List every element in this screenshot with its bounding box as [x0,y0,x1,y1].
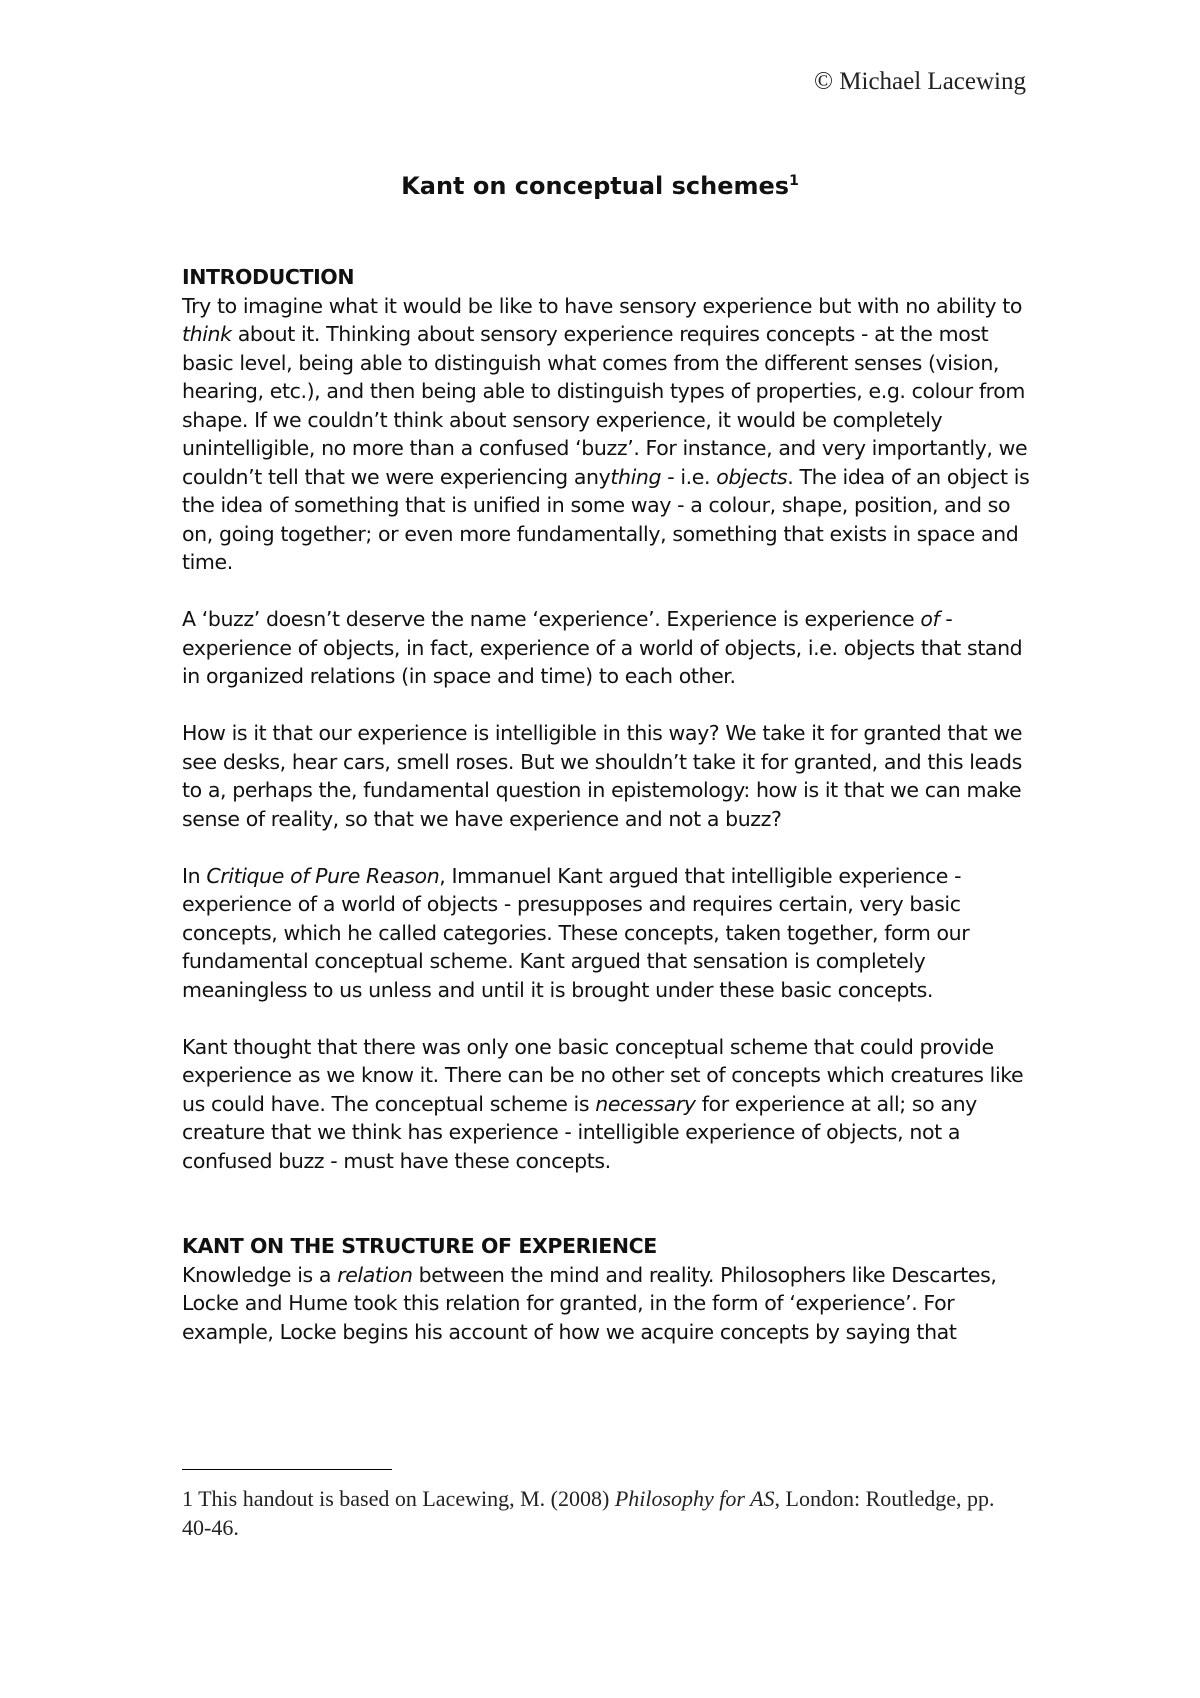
section-heading-introduction: INTRODUCTION [182,265,355,289]
italic-text: Philosophy for AS [614,1486,775,1511]
document-body [182,263,1042,1375]
italic-text: Critique of Pure Reason [206,863,440,888]
text-run: In [182,863,207,888]
spacer [182,1204,1042,1233]
footnote [182,1484,1012,1542]
text-run: Kant thought that there was only one basic conceptual scheme that could provide experience as we know it. There can be no other set of concepts which creatures like us could have. The conceptual scheme is [182,1034,1024,1116]
footnote-ref[interactable]: 1 [789,173,799,189]
italic-text: relation [337,1262,413,1287]
paragraph [182,862,1042,1005]
italic-text: objects [716,464,788,489]
paragraph [182,292,1042,577]
text-run: . The idea of an object is the idea of something that is unified in some way - a colour, shape, position, and so on, going together; or even more fundamentally, something that exists in space and time. [182,464,1030,574]
text-run: , London: Routledge, pp. 40-46. [182,1486,995,1540]
italic-text: of [920,607,940,631]
text-run: for experience at all; so any creature that we think has experience - intelligible experience of objects, not a confused buzz - must have these concepts. [182,1091,977,1173]
text-run: between the mind and reality. Philosophers like Descartes, Locke and Hume took this relation for granted, in the form of ‘experience’. For example, Locke begins his account of how we acquire concepts by saying that [182,1262,997,1344]
text-run: about it. Thinking about sensory experience requires concepts - at the most basic level, being able to distinguish what comes from the different senses (vision, hearing, etc.), and then being able to distinguish types of properties, e.g. colour from shape. If we couldn’t think about sensory experience, it would be completely unintelligible, no more than a confused ‘buzz’. For instance, and very importantly, we couldn’t tell that we were experiencing any [182,322,1028,489]
text-run: A ‘buzz’ doesn’t deserve the name ‘experience’. Experience is experience [182,607,921,631]
paragraph [182,605,1042,691]
italic-text: think [182,322,232,346]
text-run: - i.e. [661,464,717,489]
paragraph: How is it that our experience is intelligible in this way? We take it for granted that we see desks, hear cars, smell roses. But we shouldn’t take it for granted, and this leads to a, perhaps the, fundamental question in epistemology: how is it that we can make sense of reality, so that we have experience and not a buzz? [182,721,1023,831]
italic-text: necessary [595,1091,696,1116]
copyright-notice: © Michael Lacewing [814,68,1026,95]
italic-text: thing [610,464,662,489]
text-run: Knowledge is a [182,1262,338,1287]
text-run: Try to imagine what it would be like to have sensory experience but with no ability to [182,293,1022,318]
footnote-separator [182,1469,392,1470]
paragraph [182,1261,1042,1347]
paragraph [182,1033,1042,1176]
title-text: Kant on conceptual schemes [401,172,790,200]
text-run: - experience of objects, in fact, experience of a world of objects, i.e. objects that stand in organized relations (in space and time) to each other. [182,607,1023,688]
page-title [0,172,1200,200]
text-run: , Immanuel Kant argued that intelligible experience - experience of a world of objects - presupposes and requires certain, very basic concepts, which he called categories. These concepts, taken together, form our fundamental conceptual scheme. Kant argued that sensation is completely meaningless to us unless and until it is brought under these basic concepts. [182,863,970,1002]
section-heading-structure: KANT ON THE STRUCTURE OF EXPERIENCE [182,1234,657,1258]
text-run: 1 This handout is based on Lacewing, M. (2008) [182,1486,615,1511]
